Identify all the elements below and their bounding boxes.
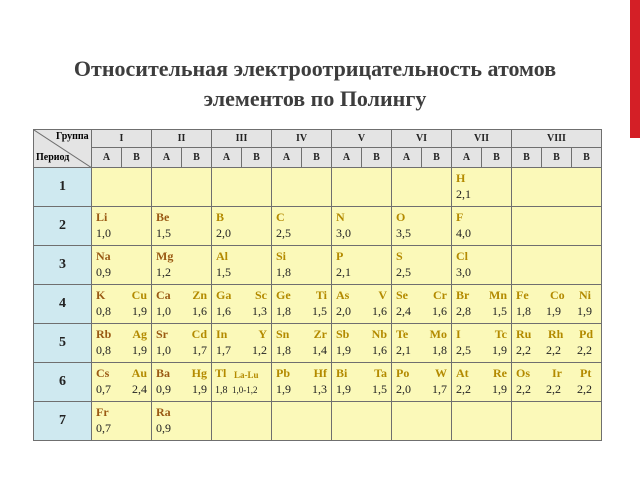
element-symbol: Na: [96, 249, 111, 263]
element-cell-ca-zn: [152, 285, 212, 324]
element-symbol: Ru: [516, 327, 532, 341]
element-value: 1,6: [372, 304, 387, 318]
element-cell-o: [392, 207, 452, 246]
period-number: 1: [34, 168, 92, 207]
element-cell-po-w: [392, 363, 452, 402]
subgroup-header: А: [452, 148, 482, 168]
element-symbol: Po: [396, 366, 410, 380]
element-value: 1,0: [156, 343, 171, 357]
element-value: 1,9: [132, 304, 147, 318]
element-value: 2,4: [132, 382, 147, 396]
element-value: 2,1: [396, 343, 411, 357]
element-symbol: Mg: [156, 249, 174, 263]
element-value: 1,9: [276, 382, 291, 396]
element-cell-bi-ta: [332, 363, 392, 402]
empty-cell: [92, 168, 152, 207]
element-symbol: Al: [216, 249, 228, 263]
element-symbol: Os: [516, 366, 531, 380]
element-cell-n: [332, 207, 392, 246]
element-symbol: Hg: [191, 366, 207, 380]
subgroup-header: А: [212, 148, 242, 168]
group-label: Группа: [56, 131, 89, 142]
element-value: 1,2: [252, 343, 267, 357]
element-value: 1,6: [432, 304, 447, 318]
group-header-2: II: [152, 130, 212, 148]
element-value: 2,2: [546, 382, 561, 396]
empty-cell: [512, 402, 602, 441]
element-symbol: Mn: [489, 288, 507, 302]
element-value: 1,7: [432, 382, 447, 396]
element-symbol: Pb: [276, 366, 291, 380]
element-value: 2,8: [456, 304, 471, 318]
element-value: 2,5: [456, 343, 471, 357]
element-value: 2,0: [336, 304, 351, 318]
element-symbol: Ge: [276, 288, 291, 302]
element-cell-ru-rh-pd: [512, 324, 602, 363]
element-value: 2,0: [216, 226, 231, 240]
element-symbol: Fe: [516, 288, 529, 302]
element-value: 1,0: [156, 304, 171, 318]
element-cell-ba-hg: [152, 363, 212, 402]
element-value: 1,0: [96, 226, 111, 240]
element-symbol: Ra: [156, 405, 171, 419]
element-symbol: S: [396, 249, 403, 263]
element-value: 1,8: [276, 343, 291, 357]
element-value: 2,2: [546, 343, 561, 357]
element-cell-se-cr: [392, 285, 452, 324]
element-symbol: F: [456, 210, 464, 224]
element-value: 0,9: [96, 265, 111, 279]
subgroup-header: А: [152, 148, 182, 168]
element-symbol: Ba: [156, 366, 171, 380]
element-cell-br-mn: [452, 285, 512, 324]
empty-cell: [512, 168, 602, 207]
element-cell-b: [212, 207, 272, 246]
element-cell-rb-ag: [92, 324, 152, 363]
period-number: 3: [34, 246, 92, 285]
element-symbol: Cd: [191, 327, 207, 341]
element-value: 3,5: [396, 226, 411, 240]
element-symbol: Ni: [579, 288, 591, 302]
element-cell-fe-co-ni: [512, 285, 602, 324]
empty-cell: [272, 402, 332, 441]
group-header-7: VII: [452, 130, 512, 148]
element-symbol: Zr: [313, 327, 327, 341]
period-number: 6: [34, 363, 92, 402]
subgroup-header: А: [392, 148, 422, 168]
element-value: 1,5: [312, 304, 327, 318]
element-cell-as-v: [332, 285, 392, 324]
element-cell-mg: [152, 246, 212, 285]
periodic-table: [33, 129, 602, 441]
element-symbol: Cr: [433, 288, 447, 302]
element-symbol: Rb: [96, 327, 112, 341]
element-cell-ga-sc: [212, 285, 272, 324]
element-symbol: Ag: [132, 327, 147, 341]
element-cell-cl: [452, 246, 512, 285]
element-cell-f: [452, 207, 512, 246]
element-value: 1,8: [516, 304, 531, 318]
element-symbol: Tc: [494, 327, 507, 341]
element-symbol: Sb: [336, 327, 350, 341]
element-cell-sr-cd: [152, 324, 212, 363]
element-value: 1,5: [216, 265, 231, 279]
element-value: 0,9: [156, 382, 171, 396]
element-value: 1,5: [372, 382, 387, 396]
element-symbol: P: [336, 249, 344, 263]
element-symbol: Ca: [156, 288, 171, 302]
element-value: 2,2: [516, 382, 531, 396]
empty-cell: [152, 168, 212, 207]
period-number: 4: [34, 285, 92, 324]
subgroup-header: В: [512, 148, 542, 168]
element-value: 1,3: [312, 382, 327, 396]
subgroup-header: В: [482, 148, 512, 168]
element-symbol: Co: [550, 288, 565, 302]
element-value: 1,4: [312, 343, 327, 357]
element-symbol: Li: [96, 210, 108, 224]
element-value: 2,4: [396, 304, 411, 318]
element-symbol: Si: [276, 249, 287, 263]
subgroup-header: В: [242, 148, 272, 168]
element-value: 1,9: [577, 304, 592, 318]
element-symbol: Pd: [579, 327, 594, 341]
element-value: 1,7: [192, 343, 207, 357]
element-value: 2,2: [577, 343, 592, 357]
element-value: 3,0: [336, 226, 351, 240]
element-symbol: Pt: [580, 366, 592, 380]
empty-cell: [392, 168, 452, 207]
element-cell-c: [272, 207, 332, 246]
element-cell-k-cu: [92, 285, 152, 324]
element-value: 1,6: [192, 304, 207, 318]
element-value: 2,1: [336, 265, 351, 279]
element-symbol: Bi: [336, 366, 348, 380]
empty-cell: [332, 168, 392, 207]
element-symbol: Rh: [548, 327, 564, 341]
element-symbol: Mo: [429, 327, 447, 341]
element-symbol: Cu: [131, 288, 147, 302]
element-symbol: Y: [258, 327, 267, 341]
element-cell-al: [212, 246, 272, 285]
element-value: 0,8: [96, 304, 111, 318]
element-value: 0,7: [96, 382, 111, 396]
element-value: 2,1: [456, 187, 471, 201]
element-symbol: I: [456, 327, 461, 341]
subgroup-header: В: [302, 148, 332, 168]
element-value: 2,2: [577, 382, 592, 396]
element-symbol: Ga: [216, 288, 232, 302]
empty-cell: [272, 168, 332, 207]
element-cell-ra: [152, 402, 212, 441]
element-symbol: C: [276, 210, 285, 224]
element-value: 3,0: [456, 265, 471, 279]
empty-cell: [392, 402, 452, 441]
element-value: 1,6: [372, 343, 387, 357]
element-symbol: Zn: [192, 288, 207, 302]
period-number: 7: [34, 402, 92, 441]
subgroup-header: В: [182, 148, 212, 168]
element-symbol: At: [456, 366, 469, 380]
element-value: 0,9: [156, 421, 171, 435]
empty-cell: [452, 402, 512, 441]
element-value: 4,0: [456, 226, 471, 240]
group-header-1: I: [92, 130, 152, 148]
element-cell-sb-nb: [332, 324, 392, 363]
element-cell-s: [392, 246, 452, 285]
element-cell-ge-ti: [272, 285, 332, 324]
subgroup-header: А: [332, 148, 362, 168]
subgroup-header: В: [422, 148, 452, 168]
element-symbol: In: [216, 327, 228, 341]
empty-cell: [212, 402, 272, 441]
element-cell-p: [332, 246, 392, 285]
period-label: Период: [36, 152, 70, 163]
element-value: 0,8: [96, 343, 111, 357]
element-value: 1,9: [492, 343, 507, 357]
subgroup-header: В: [542, 148, 572, 168]
element-symbol: Sc: [255, 288, 267, 302]
element-cell-sn-zr: [272, 324, 332, 363]
element-cell-te-mo: [392, 324, 452, 363]
element-value: 1,9: [546, 304, 561, 318]
element-value: 1,8: [215, 385, 228, 396]
element-value: 2,5: [276, 226, 291, 240]
group-header-8: VIII: [512, 130, 602, 148]
period-number: 5: [34, 324, 92, 363]
element-cell-pb-hf: [272, 363, 332, 402]
element-cell-li: [92, 207, 152, 246]
subgroup-header: В: [122, 148, 152, 168]
element-cell-cs-au: [92, 363, 152, 402]
element-symbol: Br: [456, 288, 470, 302]
element-value: 1,5: [156, 226, 171, 240]
header-corner: [34, 130, 92, 168]
element-symbol: Sr: [156, 327, 168, 341]
subgroup-header: А: [92, 148, 122, 168]
element-value: 1,0-1,2: [232, 385, 258, 395]
subgroup-header: В: [572, 148, 602, 168]
element-value: 2,2: [456, 382, 471, 396]
element-value: 2,5: [396, 265, 411, 279]
element-value: 1,9: [336, 382, 351, 396]
element-value: 1,8: [276, 304, 291, 318]
element-cell-in-y: [212, 324, 272, 363]
element-value: 1,9: [192, 382, 207, 396]
title-line-2: элементов по Полингу: [203, 86, 427, 111]
element-symbol: Hf: [313, 366, 327, 380]
element-value: 2,0: [396, 382, 411, 396]
element-symbol: Tl: [215, 366, 227, 380]
element-symbol: La-Lu: [234, 370, 259, 380]
element-value: 1,8: [276, 265, 291, 279]
title-line-1: Относительная электроотрицательность атомов: [73, 56, 557, 81]
element-cell-h: [452, 168, 512, 207]
element-value: 1,5: [492, 304, 507, 318]
element-symbol: Ti: [315, 288, 327, 302]
accent-bar: [630, 0, 640, 138]
group-header-5: V: [332, 130, 392, 148]
element-symbol: Sn: [276, 327, 290, 341]
element-symbol: Au: [131, 366, 147, 380]
element-symbol: Te: [396, 327, 409, 341]
element-symbol: Cl: [456, 249, 468, 263]
element-symbol: W: [435, 366, 447, 380]
element-value: 0,7: [96, 421, 111, 435]
element-cell-i-tc: [452, 324, 512, 363]
element-symbol: As: [336, 288, 350, 302]
empty-cell: [212, 168, 272, 207]
element-symbol: Re: [493, 366, 507, 380]
subgroup-header: В: [362, 148, 392, 168]
empty-cell: [512, 207, 602, 246]
group-header-6: VI: [392, 130, 452, 148]
subgroup-header: А: [272, 148, 302, 168]
element-symbol: Nb: [371, 327, 387, 341]
element-cell-tl-la-lu: [212, 363, 272, 402]
element-symbol: Fr: [96, 405, 109, 419]
element-value: 1,2: [156, 265, 171, 279]
element-symbol: K: [96, 288, 106, 302]
element-symbol: V: [378, 288, 387, 302]
period-number: 2: [34, 207, 92, 246]
group-header-3: III: [212, 130, 272, 148]
element-cell-os-ir-pt: [512, 363, 602, 402]
element-symbol: Ta: [374, 366, 387, 380]
element-symbol: Be: [156, 210, 170, 224]
element-value: 1,6: [216, 304, 231, 318]
element-symbol: H: [456, 171, 466, 185]
element-cell-at-re: [452, 363, 512, 402]
group-header-4: IV: [272, 130, 332, 148]
element-value: 1,9: [492, 382, 507, 396]
element-value: 2,2: [516, 343, 531, 357]
element-value: 1,3: [252, 304, 267, 318]
element-symbol: O: [396, 210, 406, 224]
element-cell-si: [272, 246, 332, 285]
page-title: [0, 54, 630, 114]
element-value: 1,7: [216, 343, 231, 357]
element-symbol: B: [216, 210, 225, 224]
empty-cell: [332, 402, 392, 441]
element-cell-na: [92, 246, 152, 285]
element-value: 1,9: [132, 343, 147, 357]
element-cell-fr: [92, 402, 152, 441]
element-symbol: Se: [396, 288, 408, 302]
element-symbol: Cs: [96, 366, 110, 380]
element-value: 1,9: [336, 343, 351, 357]
element-symbol: N: [336, 210, 345, 224]
element-value: 1,8: [432, 343, 447, 357]
empty-cell: [512, 246, 602, 285]
element-symbol: Ir: [552, 366, 562, 380]
element-cell-be: [152, 207, 212, 246]
